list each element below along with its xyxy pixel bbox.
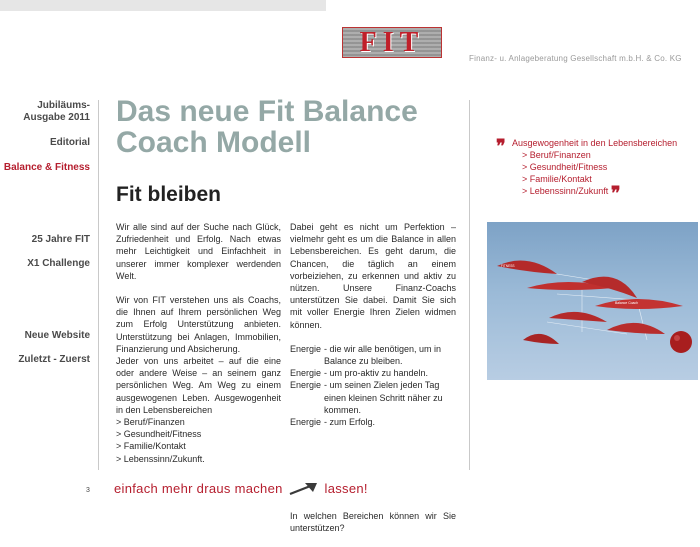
energie-item: [290, 367, 456, 379]
nav-item-balance-fitness[interactable]: Balance & Fitness: [3, 162, 90, 173]
energie-label: Energie: [290, 343, 322, 354]
energie-label: Energie: [290, 417, 322, 428]
footer-slogan: [114, 481, 368, 496]
quote-line-text: > Lebenssinn/Zukunft: [522, 186, 609, 196]
col1-list-item: > Familie/Kontakt: [116, 441, 186, 452]
energie-item: [290, 416, 456, 428]
article-headline: Das neue Fit Balance Coach Modell: [116, 95, 418, 159]
slogan-right: lassen!: [324, 481, 368, 496]
company-name: Finanz- u. Anlageberatung Gesellschaft m.b.H. & Co. KG: [469, 54, 682, 63]
photo-label-small: FITNESS: [501, 264, 515, 268]
col1-list-item: > Lebenssinn/Zukunft.: [116, 453, 205, 464]
quote-close-icon: ❞: [610, 183, 621, 203]
balance-mobile-illustration: [487, 222, 698, 380]
nav-item-jubilaeum[interactable]: Jubiläums- Ausgabe 2011: [23, 100, 90, 123]
energie-label: Energie: [290, 380, 322, 391]
article-column-1: [116, 221, 281, 465]
slogan-left: einfach mehr draus machen: [114, 481, 283, 496]
nav-item-zuletzt-zuerst[interactable]: Zuletzt - Zuerst: [18, 354, 90, 365]
quote-line-last: [498, 183, 688, 203]
energie-text: - zum Erfolg.: [324, 417, 376, 428]
nav-item-neue-website[interactable]: Neue Website: [24, 330, 90, 341]
page-number: 3: [86, 487, 90, 494]
col1-paragraph-1: Wir alle sind auf der Suche nach Glück, Zufriedenheit und Erfolg. Nach etwas mehr Leichtigkeit und Einfachheit in unserer immer komplexer werdenden Welt.: [116, 222, 281, 281]
energie-text: - um pro-aktiv zu handeln.: [324, 368, 429, 379]
nav-item-25-jahre[interactable]: 25 Jahre FIT: [31, 234, 90, 245]
energie-text: - die wir alle benötigen, um in Balance zu bleiben.: [324, 343, 442, 367]
arrow-icon: [289, 481, 319, 495]
energie-item: [290, 379, 456, 416]
pull-quote: [496, 136, 688, 203]
top-gray-bar: [0, 0, 326, 11]
col1-paragraph-3: Jeder von uns arbeitet – auf die eine oder andere Weise – an seinem ganz persönlichen Weg. Am Weg zu einem ausgewogenen Leben. Ausgewogenheit in den Lebensbereichen: [116, 356, 281, 415]
article-column-2: [290, 221, 456, 547]
nav-divider: [98, 100, 99, 470]
logo-text: FIT: [359, 26, 425, 58]
quote-line: > Beruf/Finanzen: [522, 150, 591, 160]
col2-question: In welchen Bereichen können wir Sie unterstützen?: [290, 511, 456, 534]
quote-line: Ausgewogenheit in den Lebensbereichen: [512, 138, 678, 148]
nav-item-editorial[interactable]: Editorial: [49, 137, 90, 148]
energie-label: Energie: [290, 368, 322, 379]
balance-mobile-photo: [487, 222, 698, 380]
col1-list-item: > Gesundheit/Fitness: [116, 429, 202, 440]
quote-line: > Gesundheit/Fitness: [522, 162, 608, 172]
energie-text: - um seinen Zielen jeden Tag einen kleinen Schritt näher zu kommen.: [324, 380, 443, 415]
energie-list: [290, 343, 456, 428]
col1-list-item: > Beruf/Finanzen: [116, 417, 185, 428]
nav-item-x1-challenge[interactable]: X1 Challenge: [27, 258, 90, 269]
energie-item: [290, 343, 456, 367]
quote-open-icon: ❞: [496, 136, 506, 156]
article-subhead: Fit bleiben: [116, 183, 221, 206]
photo-label-main: Balance Coach: [615, 301, 638, 305]
col2-paragraph-1: Dabei geht es nicht um Perfektion – vielmehr geht es um die Balance in allen Lebensbereichen. Es geht darum, die Chancen, die täglich an einem vorbeiziehen, zu erkennen und aktiv zu nützen. Unsere Finanz-Coachs unterstützen Sie dabei. Damit Sie sich mit voller Energie Ihren Zielen widmen können.: [290, 222, 456, 330]
fit-logo: [342, 27, 442, 58]
quote-line: > Familie/Kontakt: [522, 174, 592, 184]
col1-paragraph-2: Wir von FIT verstehen uns als Coachs, die Ihnen auf Ihrem persönlichen Weg zum Erfolg Unterstützung anbieten. Unterstützung bei Anlagen, Immobilien, Finanzierung und Absicherung.: [116, 295, 281, 354]
